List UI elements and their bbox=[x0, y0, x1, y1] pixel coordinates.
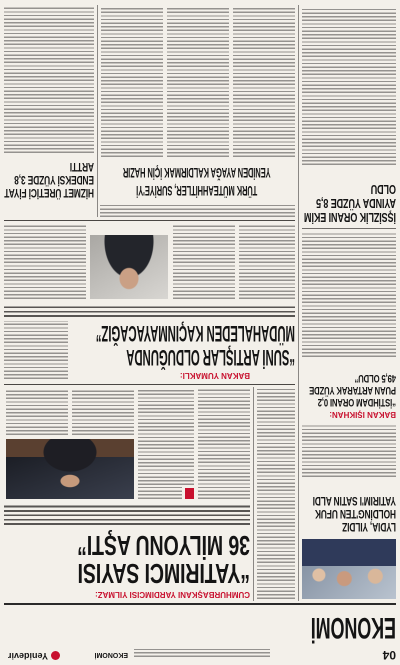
lead-text-prices bbox=[4, 305, 295, 317]
logo-text: Yenidevir bbox=[7, 651, 48, 661]
body-text-prices bbox=[239, 225, 295, 299]
lead-text-investors bbox=[4, 505, 250, 525]
headline-prices-line1: “SUNİ ARTIŞLAR OLDUĞUNDA bbox=[126, 345, 295, 370]
body-text-prices bbox=[4, 225, 86, 299]
story-divider bbox=[4, 220, 295, 221]
column-divider bbox=[298, 5, 299, 601]
headline-contractors-line2: YENİDEN AYAĞA KALDIRMAK İÇİN HAZIR bbox=[122, 165, 271, 181]
headline-contractors-line1: TÜRK MÜTEAHHİTLER, SURİYE'Yİ bbox=[136, 183, 258, 199]
column-divider bbox=[253, 387, 254, 601]
kicker-investors: CUMHURBAŞKANI YARDIMCISI YILMAZ: bbox=[95, 590, 250, 599]
body-text-contractors bbox=[100, 205, 295, 217]
body-text-prices bbox=[4, 321, 68, 379]
headline-investors-line1: “YATIRIMCI SAYISI bbox=[77, 558, 250, 589]
page-number: 04 bbox=[382, 648, 396, 662]
kicker-employment: BAKAN IŞIKHAN: bbox=[329, 410, 396, 419]
article-photo-investors bbox=[6, 439, 134, 499]
headline-employment: “İSTİHDAM ORANI 0,2 PUAN ARTARAK YÜZDE 49,5 OLDU” bbox=[309, 372, 396, 408]
body-text-prices bbox=[173, 225, 235, 299]
masthead-info-line bbox=[134, 649, 270, 657]
body-text-contractors bbox=[101, 7, 163, 157]
body-text-contractors bbox=[233, 7, 295, 157]
masthead-divider bbox=[4, 603, 396, 605]
body-text-investors bbox=[138, 487, 182, 499]
body-text-narrow-column bbox=[257, 389, 295, 599]
headline-unemployment: İŞSİZLİK ORANI EKİM AYINDA YÜZDE 8,5 OLDU bbox=[304, 182, 396, 225]
logo-icon bbox=[51, 651, 60, 660]
headline-investors-line2: 36 MİLYONU AŞTI” bbox=[77, 530, 250, 561]
body-text-service-ppi bbox=[4, 7, 94, 153]
article-photo-prices bbox=[90, 235, 168, 299]
headline-lydia: LYDIA, YILDIZ HOLDİNG'TEN UFUK YATIRIM'I SATIN ALDI bbox=[312, 494, 396, 534]
headline-service-ppi: HİZMET ÜRETİCİ FİYAT ENDEKSİ YÜZDE 3,8 ARTTI bbox=[4, 160, 94, 200]
body-text-investors bbox=[198, 389, 250, 499]
body-text-employment bbox=[302, 233, 396, 357]
divider-left-column bbox=[302, 228, 396, 229]
body-text-contractors bbox=[167, 7, 229, 157]
section-tag: EKONOMİ bbox=[94, 651, 128, 658]
column-divider bbox=[97, 5, 98, 217]
article-photo-lydia bbox=[302, 539, 396, 599]
body-text-investors bbox=[6, 389, 68, 435]
body-text-investors bbox=[72, 389, 134, 435]
story-divider bbox=[4, 384, 295, 385]
body-text-lydia bbox=[302, 425, 396, 477]
kicker-prices: BAKAN YUMAKLI: bbox=[179, 371, 250, 380]
headline-prices-line2: MÜDAHALEDEN KAÇINMAYACAĞIZ” bbox=[95, 321, 295, 346]
section-title: EKONOMİ bbox=[310, 611, 396, 644]
logo bbox=[4, 649, 60, 661]
body-text-investors bbox=[138, 389, 194, 485]
drop-cap-mark bbox=[185, 488, 194, 499]
body-text-unemployment bbox=[302, 7, 396, 165]
